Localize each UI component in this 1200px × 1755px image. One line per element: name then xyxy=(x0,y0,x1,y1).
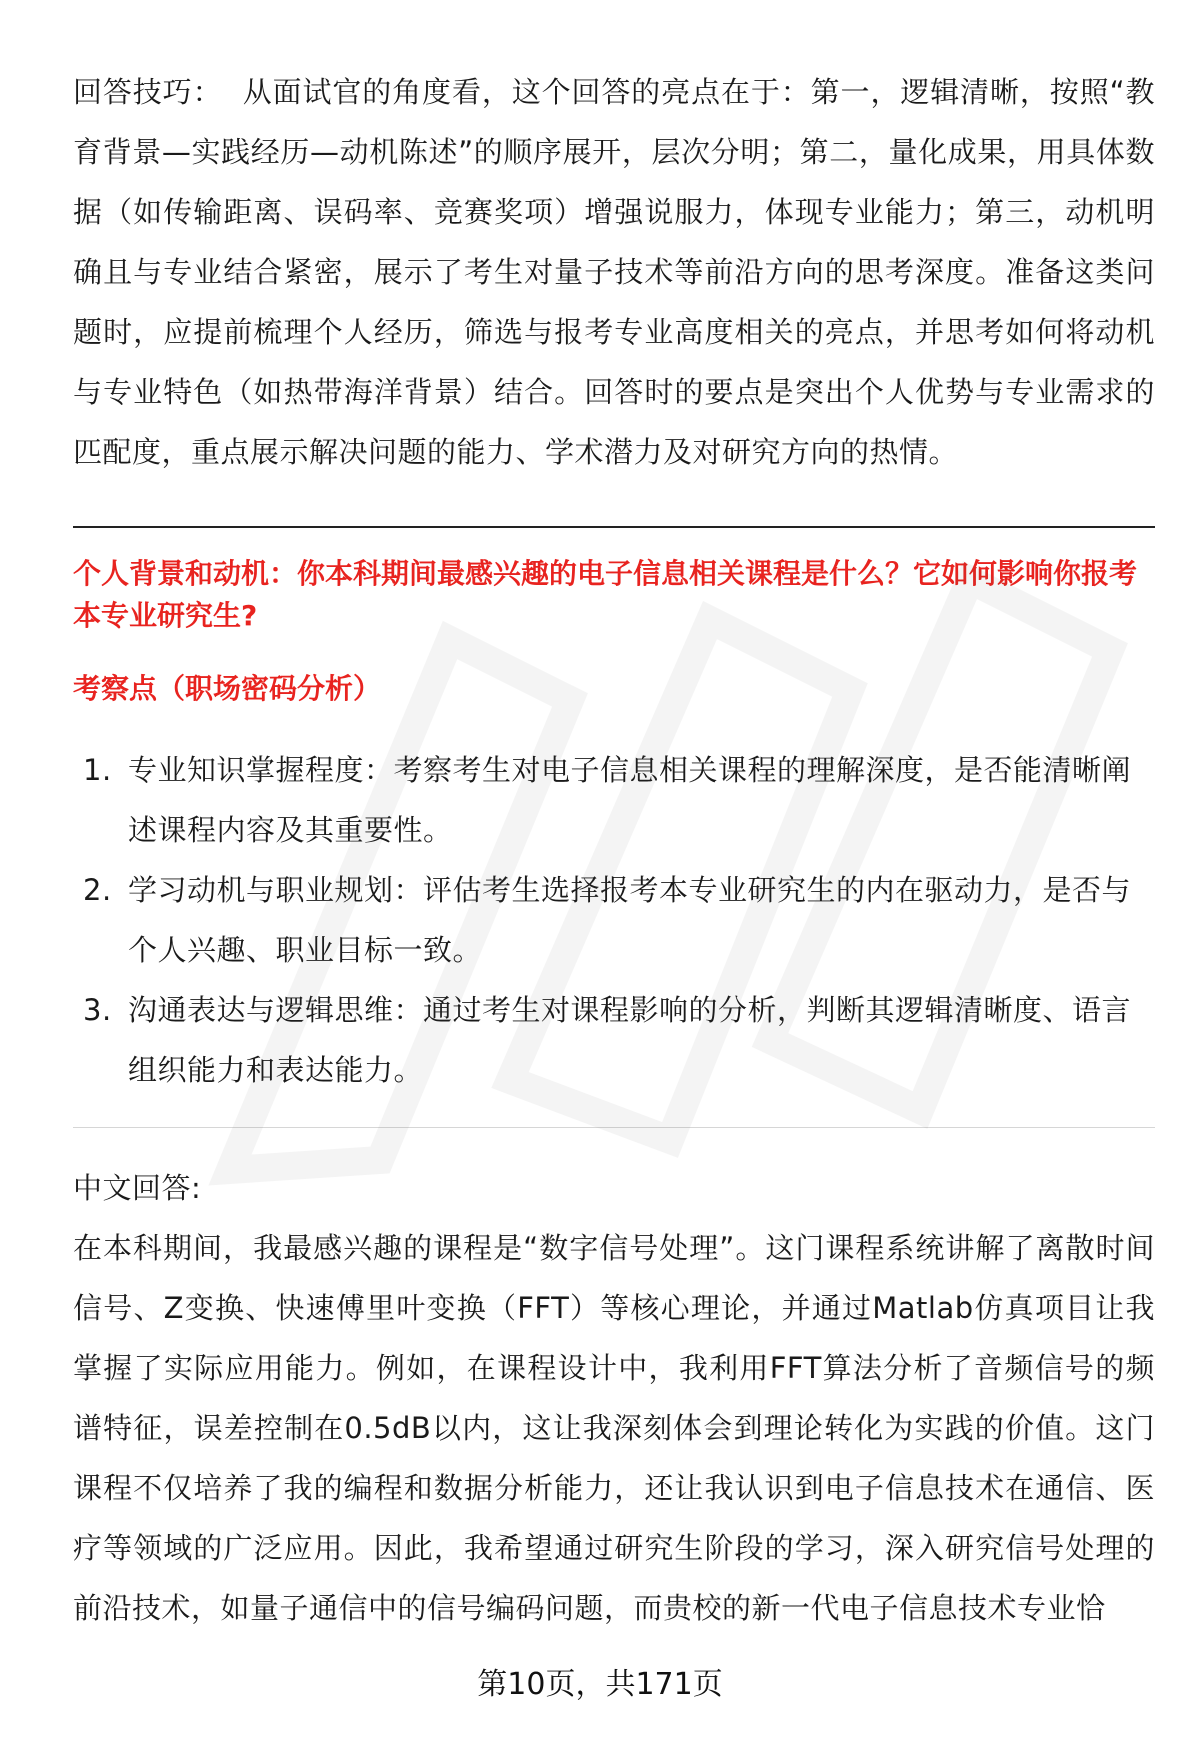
list-item-text: 沟通表达与逻辑思维：通过考生对课程影响的分析，判断其逻辑清晰度、语言组织能力和表达能力。 xyxy=(128,993,1132,1087)
list-item-text: 学习动机与职业规划：评估考生选择报考本专业研究生的内在驱动力，是否与个人兴趣、职业目标一致。 xyxy=(128,873,1132,967)
answer-section xyxy=(73,1158,1155,1638)
list-item xyxy=(73,740,1155,860)
answer-text: 在本科期间，我最感兴趣的课程是“数字信号处理”。这门课程系统讲解了离散时间信号、Z变换、快速傅里叶变换（FFT）等核心理论，并通过Matlab仿真项目让我掌握了实际应用能力。例如，在课程设计中，我利用FFT算法分析了音频信号的频谱特征，误差控制在0.5dB以内，这让我深刻体会到理论转化为实践的价值。这门课程不仅培养了我的编程和数据分析能力，还让我认识到电子信息技术在通信、医疗等领域的广泛应用。因此，我希望通过研究生阶段的学习，深入研究信号处理的前沿技术，如量子通信中的信号编码问题，而贵校的新一代电子信息技术专业恰 xyxy=(73,1231,1155,1625)
list-item xyxy=(73,980,1155,1100)
list-item-number: 3. xyxy=(83,993,112,1027)
list-item xyxy=(73,860,1155,980)
list-item-text: 专业知识掌握程度：考察考生对电子信息相关课程的理解深度，是否能清晰阐述课程内容及其重要性。 xyxy=(128,753,1132,847)
answer-divider xyxy=(73,1127,1155,1128)
question-heading: 个人背景和动机：你本科期间最感兴趣的电子信息相关课程是什么？它如何影响你报考本专业研究生? xyxy=(73,557,1138,632)
section-divider xyxy=(73,526,1155,528)
intro-section xyxy=(73,62,1155,482)
answer-label: 中文回答: xyxy=(73,1171,202,1205)
assessment-list xyxy=(73,740,1155,1100)
list-item-number: 1. xyxy=(83,753,112,787)
answer-tips-text: 从面试官的角度看，这个回答的亮点在于：第一，逻辑清晰，按照“教育背景—实践经历—动机陈述”的顺序展开，层次分明；第二，量化成果，用具体数据（如传输距离、误码率、竞赛奖项）增强说服力，体现专业能力；第三，动机明确且与专业结合紧密，展示了考生对量子技术等前沿方向的思考深度。准备这类问题时，应提前梳理个人经历，筛选与报考专业高度相关的亮点，并思考如何将动机与专业特色（如热带海洋背景）结合。回答时的要点是突出个人优势与专业需求的匹配度，重点展示解决问题的能力、学术潜力及对研究方向的热情。 xyxy=(73,75,1155,469)
page-number: 第10页，共171页 xyxy=(477,1667,723,1702)
answer-tips-label: 回答技巧： xyxy=(73,75,223,109)
list-item-number: 2. xyxy=(83,873,112,907)
assessment-heading: 考察点（职场密码分析） xyxy=(73,672,382,705)
answer-tips-paragraph xyxy=(73,62,1155,482)
